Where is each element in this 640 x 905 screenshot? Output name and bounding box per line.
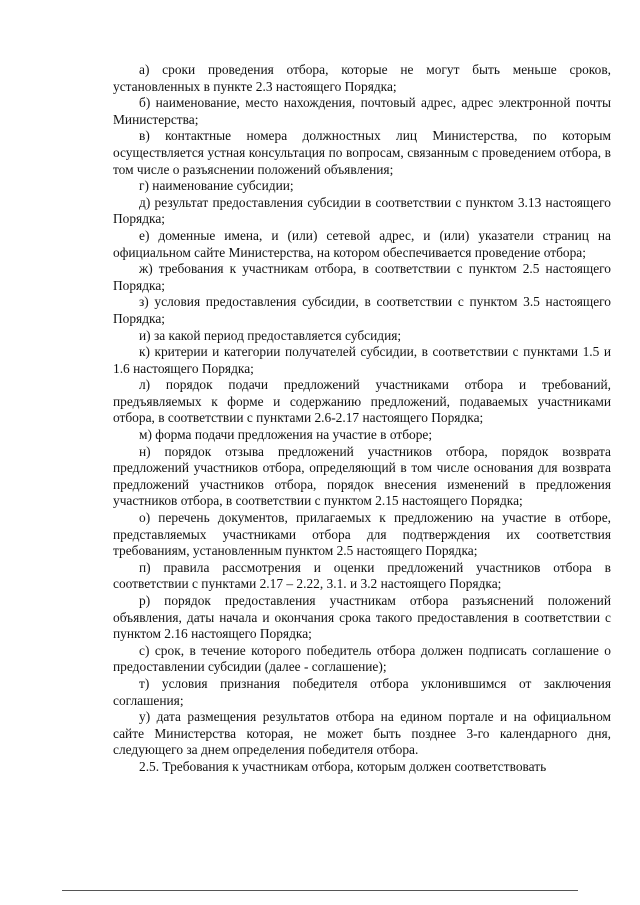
paragraph-s: с) срок, в течение которого победитель отбора должен подписать соглашение о предоставлении субсидии (далее - соглашение); (113, 642, 611, 675)
paragraph-g: г) наименование субсидии; (139, 178, 294, 194)
paragraph-zh: ж) требования к участникам отбора, в соответствии с пунктом 2.5 настоящего Порядка; (113, 261, 611, 293)
page-bottom-rule (62, 890, 578, 891)
paragraph-2-5: 2.5. Требования к участникам отбора, которым должен соответствовать (139, 758, 547, 774)
paragraph-z: з) условия предоставления субсидии, в соответствии с пунктом 3.5 настоящего Порядка; (113, 294, 611, 326)
paragraph-m: м) форма подачи предложения на участие в отборе; (139, 427, 433, 443)
paragraph-u: у) дата размещения результатов отбора на едином портале и на официальном сайте Министерства которая, не может быть позднее 3-го календарного дня, следующего за днем определения победителя отбора. (113, 709, 611, 758)
paragraph-v: в) контактные номера должностных лиц Министерства, по которым осуществляется устная консультация по вопросам, связанным с проведением отбора, в том числе о разъяснении положений объявления; (113, 128, 611, 177)
paragraph-i: и) за какой период предоставляется субсидия; (139, 327, 402, 343)
paragraph-n: н) порядок отзыва предложений участников отбора, порядок возврата предложений участников отбора, определяющий в том числе основания для возврата предложений участников отбора, порядок внесения изменений в предложения участников отбора, в соответствии с пунктом 2.15 настоящего Порядка; (113, 443, 611, 509)
document-body (113, 62, 611, 776)
paragraph-a: а) сроки проведения отбора, которые не могут быть меньше сроков, установленных в пункте 2.3 настоящего Порядка; (113, 62, 611, 94)
paragraph-e: е) доменные имена, и (или) сетевой адрес, и (или) указатели страниц на официальном сайте Министерства, на котором обеспечивается проведение отбора; (113, 227, 611, 260)
paragraph-p: п) правила рассмотрения и оценки предложений участников отбора в соответствии с пунктами 2.17 – 2.22, 3.1. и 3.2 настоящего Порядка; (113, 559, 611, 592)
paragraph-k: к) критерии и категории получателей субсидии, в соответствии с пунктами 1.5 и 1.6 настоящего Порядка; (113, 344, 611, 376)
paragraph-r: р) порядок предоставления участникам отбора разъяснений положений объявления, даты начала и окончания срока такого предоставления в соответствии с пунктом 2.16 настоящего Порядка; (113, 593, 611, 642)
paragraph-b: б) наименование, место нахождения, почтовый адрес, адрес электронной почты Министерства; (113, 95, 611, 127)
paragraph-d: д) результат предоставления субсидии в соответствии с пунктом 3.13 настоящего Порядка; (113, 194, 611, 227)
paragraph-o: о) перечень документов, прилагаемых к предложению на участие в отборе, представляемых участниками отбора для подтверждения их соответствия требованиям, установленным пунктом 2.5 настоящего Порядка; (113, 510, 611, 559)
paragraph-t: т) условия признания победителя отбора уклонившимся от заключения соглашения; (113, 675, 611, 708)
paragraph-l: л) порядок подачи предложений участниками отбора и требований, предъявляемых к форме и содержанию предложений, подаваемых участниками отбора, в соответствии с пунктами 2.6-2.17 настоящего Порядка; (113, 377, 611, 426)
